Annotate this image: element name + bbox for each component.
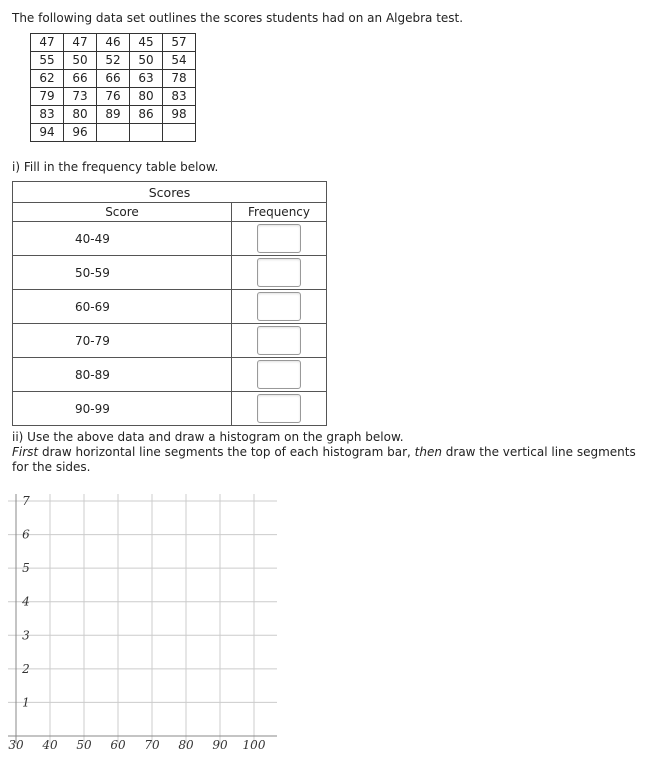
data-cell: 76 xyxy=(97,88,130,106)
data-cell: 66 xyxy=(97,70,130,88)
frequency-input[interactable] xyxy=(257,292,301,321)
data-cell: 52 xyxy=(97,52,130,70)
data-cell: 94 xyxy=(31,124,64,142)
y-tick-label: 2 xyxy=(22,661,30,676)
part2-mid: draw horizontal line segments the top of each histogram bar, xyxy=(38,445,415,459)
score-range-label: 90-99 xyxy=(13,392,232,426)
data-cell: 63 xyxy=(130,70,163,88)
data-cell: 50 xyxy=(64,52,97,70)
part2-line1: ii) Use the above data and draw a histogram on the graph below. xyxy=(12,430,404,444)
frequency-row xyxy=(13,358,327,392)
frequency-row xyxy=(13,290,327,324)
data-cell xyxy=(97,124,130,142)
data-cell: 98 xyxy=(163,106,196,124)
data-row xyxy=(31,34,196,52)
score-range-label: 40-49 xyxy=(13,222,232,256)
data-cell: 96 xyxy=(64,124,97,142)
score-range-label: 70-79 xyxy=(13,324,232,358)
frequency-cell xyxy=(232,290,327,324)
data-set-table xyxy=(30,33,196,142)
histogram-graph[interactable] xyxy=(0,490,300,767)
data-cell: 62 xyxy=(31,70,64,88)
frequency-input[interactable] xyxy=(257,326,301,355)
x-tick-label: 70 xyxy=(144,738,160,752)
data-row xyxy=(31,106,196,124)
x-tick-label: 90 xyxy=(212,738,228,752)
then-word: then xyxy=(414,445,442,459)
score-range-label: 80-89 xyxy=(13,358,232,392)
data-cell: 80 xyxy=(130,88,163,106)
frequency-input[interactable] xyxy=(257,394,301,423)
y-tick-label: 4 xyxy=(22,594,30,609)
data-cell: 47 xyxy=(31,34,64,52)
data-row xyxy=(31,52,196,70)
frequency-cell xyxy=(232,392,327,426)
frequency-row xyxy=(13,324,327,358)
data-cell: 46 xyxy=(97,34,130,52)
frequency-input[interactable] xyxy=(257,224,301,253)
y-tick-label: 6 xyxy=(22,527,30,542)
data-cell: 66 xyxy=(64,70,97,88)
data-cell: 55 xyxy=(31,52,64,70)
data-cell: 80 xyxy=(64,106,97,124)
y-tick-label: 1 xyxy=(22,695,30,710)
data-cell: 50 xyxy=(130,52,163,70)
data-cell: 45 xyxy=(130,34,163,52)
part2-instruction xyxy=(12,430,652,475)
x-tick-label: 50 xyxy=(76,738,92,752)
data-cell: 78 xyxy=(163,70,196,88)
x-tick-label: 100 xyxy=(242,738,266,752)
data-cell xyxy=(130,124,163,142)
y-tick-label: 7 xyxy=(22,494,30,508)
data-cell: 89 xyxy=(97,106,130,124)
x-tick-label: 60 xyxy=(110,738,126,752)
data-cell xyxy=(163,124,196,142)
x-tick-label: 30 xyxy=(8,738,24,752)
score-column-header: Score xyxy=(13,203,232,222)
frequency-cell xyxy=(232,256,327,290)
score-range-label: 50-59 xyxy=(13,256,232,290)
frequency-table-caption: Scores xyxy=(13,182,327,203)
intro-text: The following data set outlines the scores students had on an Algebra test. xyxy=(12,11,464,25)
frequency-cell xyxy=(232,222,327,256)
data-cell: 86 xyxy=(130,106,163,124)
first-word: First xyxy=(12,445,39,459)
frequency-table xyxy=(12,181,327,426)
data-cell: 47 xyxy=(64,34,97,52)
frequency-row xyxy=(13,392,327,426)
frequency-cell xyxy=(232,324,327,358)
part2-end: draw the vertical line segments for the sides. xyxy=(12,445,636,474)
y-tick-label: 3 xyxy=(22,628,30,643)
frequency-input[interactable] xyxy=(257,258,301,287)
frequency-column-header: Frequency xyxy=(232,203,327,222)
data-row xyxy=(31,124,196,142)
data-cell: 54 xyxy=(163,52,196,70)
data-row xyxy=(31,88,196,106)
part2-line2 xyxy=(12,445,652,475)
frequency-row xyxy=(13,256,327,290)
frequency-cell xyxy=(232,358,327,392)
x-tick-label: 80 xyxy=(178,738,194,752)
score-range-label: 60-69 xyxy=(13,290,232,324)
frequency-input[interactable] xyxy=(257,360,301,389)
data-cell: 73 xyxy=(64,88,97,106)
data-cell: 83 xyxy=(31,106,64,124)
data-cell: 83 xyxy=(163,88,196,106)
data-row xyxy=(31,70,196,88)
data-cell: 57 xyxy=(163,34,196,52)
x-tick-label: 40 xyxy=(42,738,58,752)
frequency-row xyxy=(13,222,327,256)
part1-instruction: i) Fill in the frequency table below. xyxy=(12,160,219,174)
y-tick-label: 5 xyxy=(22,561,30,576)
data-cell: 79 xyxy=(31,88,64,106)
